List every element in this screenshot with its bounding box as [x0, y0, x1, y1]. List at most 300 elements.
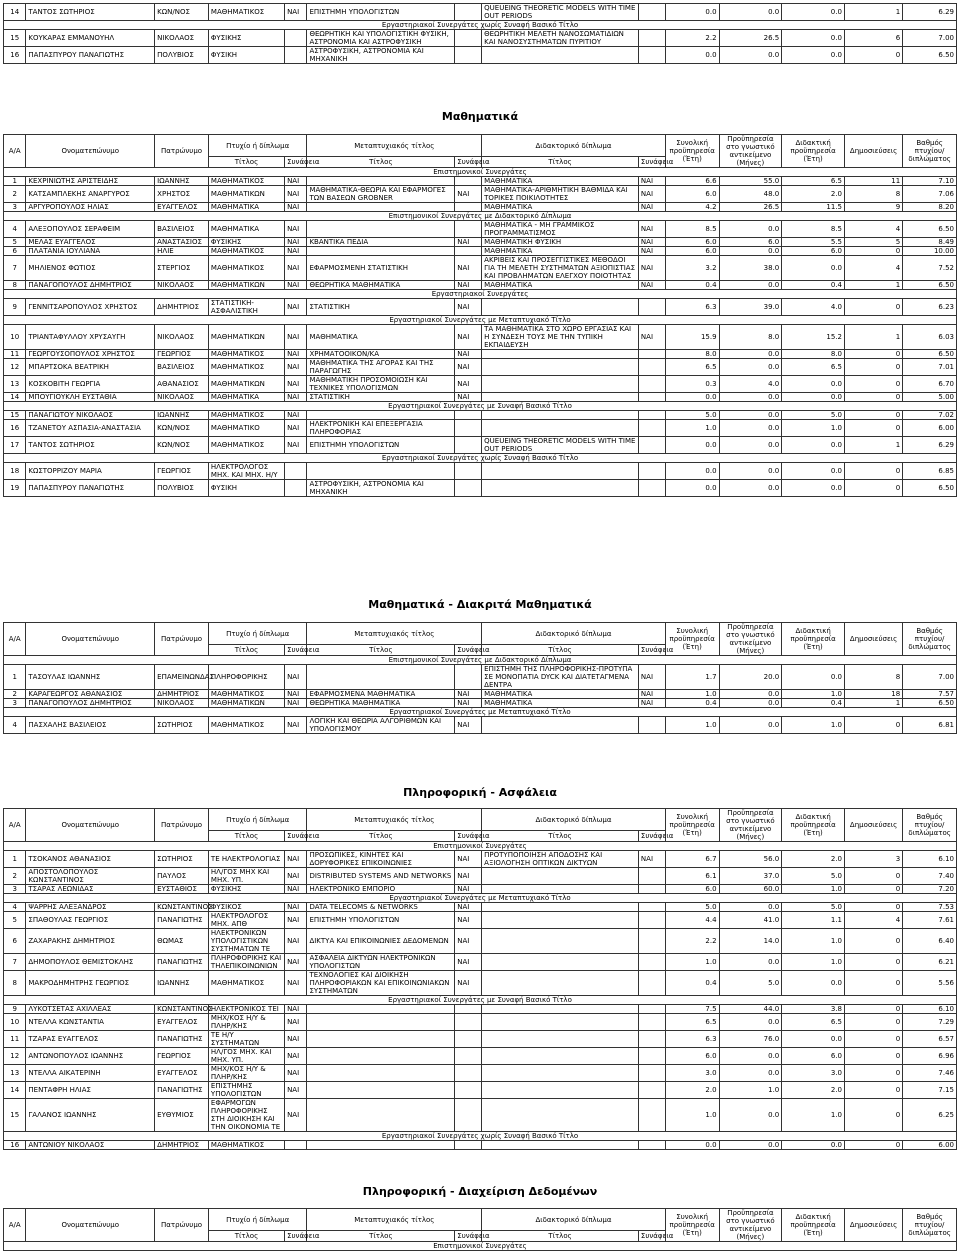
cell-subject-experience: 0.0 [719, 359, 782, 376]
top-continuation-table [3, 3, 957, 64]
cell-subject-experience: 0.0 [719, 411, 782, 420]
cell-total-experience: 0.0 [665, 437, 719, 454]
cell-aa: 2 [4, 868, 26, 885]
cell-aa: 19 [4, 480, 26, 497]
cell-degree-relevance: ΝΑΙ [285, 885, 307, 894]
cell-name: ΠΑΠΑΣΠΥΡΟΥ ΠΑΝΑΓΙΩΤΗΣ [26, 47, 155, 64]
cell-father: ΠΑΝΑΓΙΩΤΗΣ [155, 954, 209, 971]
table-row [4, 868, 957, 885]
cell-father: ΔΗΜΗΤΡΙΟΣ [155, 690, 209, 699]
cell-degree-relevance: ΝΑΙ [285, 1048, 307, 1065]
cell-masters-relevance: ΝΑΙ [455, 325, 482, 350]
cell-aa: 10 [4, 325, 26, 350]
cell-name: ΤΖΑΝΕΤΟΥ ΑΣΠΑΣΙΑ-ΑΝΑΣΤΑΣΙΑ [26, 420, 155, 437]
column-header-total: Συνολική προϋπηρεσία (Έτη) [665, 809, 719, 842]
cell-phd-title [482, 350, 639, 359]
cell-name: ΚΟΣΚΟΒΙΤΗ ΓΕΩΡΓΙΑ [26, 376, 155, 393]
table-row [4, 699, 957, 708]
cell-masters-relevance [455, 1141, 482, 1150]
table-row [4, 480, 957, 497]
cell-name: ΠΑΝΑΓΙΩΤΟΥ ΝΙΚΟΛΑΟΣ [26, 411, 155, 420]
group-header-row [4, 656, 957, 665]
cell-phd-title [482, 480, 639, 497]
cell-phd-title: QUEUEING THEORETIC MODELS WITH TIME OUT PERIODS [482, 4, 639, 21]
cell-masters-relevance: ΝΑΙ [455, 376, 482, 393]
cell-aa: 11 [4, 350, 26, 359]
group-header-row [4, 316, 957, 325]
cell-teaching-experience: 0.0 [782, 393, 845, 402]
cell-total-experience: 8.5 [665, 221, 719, 238]
cell-grade: 6.50 [903, 221, 957, 238]
cell-grade: 6.50 [903, 699, 957, 708]
cell-masters-relevance [455, 1099, 482, 1132]
column-header-subject: Προϋπηρεσία στο γνωστικό αντικείμενο (Μήνες) [719, 135, 782, 168]
cell-aa: 8 [4, 971, 26, 996]
cell-phd-relevance: ΝΑΙ [638, 851, 665, 868]
cell-degree-relevance: ΝΑΙ [285, 359, 307, 376]
cell-phd-relevance [638, 420, 665, 437]
cell-masters-title: ΕΦΑΡΜΟΣΜΕΝΑ ΜΑΘΗΜΑΤΙΚΑ [307, 690, 455, 699]
cell-masters-title: ΜΑΘΗΜΑΤΙΚΗ ΠΡΟΣΟΜΟΙΩΣΗ ΚΑΙ ΤΕΧΝΙΚΕΣ ΥΠΟΛΟΓΙΣΜΩΝ [307, 376, 455, 393]
group-header-row [4, 894, 957, 903]
column-header-total: Συνολική προϋπηρεσία (Έτη) [665, 623, 719, 656]
table-row [4, 1005, 957, 1014]
cell-masters-title [307, 1065, 455, 1082]
cell-phd-title: ΜΑΘΗΜΑΤΙΚΑ-ΑΡΙΘΜΗΤΙΚΗ ΒΑΘΜΙΔΑ ΚΑΙ ΤΟΡΙΚΕΣ ΠΟΙΚΙΛΟΤΗΤΕΣ [482, 186, 639, 203]
mathematics-section [3, 134, 957, 497]
cell-masters-relevance: ΝΑΙ [455, 393, 482, 402]
cell-masters-relevance: ΝΑΙ [455, 929, 482, 954]
cell-name: ΨΑΡΡΗΣ ΑΛΕΞΑΝΔΡΟΣ [26, 903, 155, 912]
column-header-titlos: Τίτλος [208, 1231, 284, 1242]
discrete-math-section [3, 622, 957, 734]
cell-aa: 14 [4, 4, 26, 21]
cell-phd-title [482, 1048, 639, 1065]
group-header-label: Επιστημονικοί Συνεργάτες [4, 168, 957, 177]
cell-father: ΠΟΛΥΒΙΟΣ [155, 47, 209, 64]
cell-degree: ΦΥΣΙΚΗΣ [208, 238, 284, 247]
cell-degree-relevance: ΝΑΙ [285, 1031, 307, 1048]
cell-father: ΕΥΣΤΑΘΙΟΣ [155, 885, 209, 894]
table-row [4, 350, 957, 359]
cell-grade: 7.20 [903, 885, 957, 894]
cell-name: ΤΣΟΚΑΝΟΣ ΑΘΑΝΑΣΙΟΣ [26, 851, 155, 868]
cell-subject-experience: 0.0 [719, 954, 782, 971]
cell-phd-relevance [638, 480, 665, 497]
cell-father: ΝΙΚΟΛΑΟΣ [155, 699, 209, 708]
cell-total-experience: 6.5 [665, 1014, 719, 1031]
cell-grade: 7.61 [903, 912, 957, 929]
cell-aa: 16 [4, 1141, 26, 1150]
cell-masters-relevance [455, 1065, 482, 1082]
cell-masters-relevance [455, 30, 482, 47]
cell-degree-relevance [285, 47, 307, 64]
cell-degree-relevance: ΝΑΙ [285, 437, 307, 454]
cell-phd-relevance [638, 393, 665, 402]
header-row [4, 623, 957, 645]
cell-phd-title: ΜΑΘΗΜΑΤΙΚΑ [482, 281, 639, 290]
cell-father: ΝΙΚΟΛΑΟΣ [155, 393, 209, 402]
cell-phd-title [482, 463, 639, 480]
column-header-father: Πατρώνυμο [155, 1209, 209, 1242]
cell-degree-relevance [285, 480, 307, 497]
table-row [4, 281, 957, 290]
column-header-pubs: Δημοσιεύσεις [844, 1209, 902, 1242]
cell-phd-title [482, 299, 639, 316]
column-header-metapt: Μεταπτυχιακός τίτλος [307, 623, 482, 645]
cell-masters-relevance: ΝΑΙ [455, 885, 482, 894]
table-row [4, 186, 957, 203]
cell-phd-relevance [638, 912, 665, 929]
cell-degree-relevance: ΝΑΙ [285, 851, 307, 868]
cell-total-experience: 1.0 [665, 954, 719, 971]
table-row [4, 851, 957, 868]
cell-aa: 2 [4, 186, 26, 203]
cell-phd-relevance [638, 411, 665, 420]
column-header-didakt: Διδακτορικό δίπλωμα [482, 623, 666, 645]
cell-name: ΠΕΝΤΑΦΡΗ ΗΛΙΑΣ [26, 1082, 155, 1099]
cell-grade: 6.29 [903, 437, 957, 454]
cell-total-experience: 6.0 [665, 885, 719, 894]
cell-father: ΕΥΑΓΓΕΛΟΣ [155, 203, 209, 212]
group-header-label: Επιστημονικοί Συνεργάτες με Διδακτορικό Δίπλωμα [4, 656, 957, 665]
cell-degree: ΠΛΗΡΟΦΟΡΙΚΗΣ ΚΑΙ ΤΗΛΕΠΙΚΟΙΝΩΝΙΩΝ [208, 954, 284, 971]
cell-phd-relevance [638, 463, 665, 480]
cell-father: ΒΑΣΙΛΕΙΟΣ [155, 359, 209, 376]
cell-degree-relevance: ΝΑΙ [285, 186, 307, 203]
header-row [4, 135, 957, 157]
column-header-grade: Βαθμός πτυχίου/ διπλώματος [903, 809, 957, 842]
cell-masters-title [307, 463, 455, 480]
cell-masters-relevance [455, 420, 482, 437]
cell-phd-title: ΜΑΘΗΜΑΤΙΚΑ [482, 177, 639, 186]
cell-publications: 1 [844, 437, 902, 454]
column-header-didakt: Διδακτορικό δίπλωμα [482, 809, 666, 831]
cell-aa: 3 [4, 885, 26, 894]
cell-aa: 13 [4, 1065, 26, 1082]
cell-masters-title: ΠΡΟΣΩΠΙΚΕΣ, ΚΙΝΗΤΕΣ ΚΑΙ ΔΟΡΥΦΟΡΙΚΕΣ ΕΠΙΚΟΙΝΩΝΙΕΣ [307, 851, 455, 868]
cell-degree-relevance: ΝΑΙ [285, 912, 307, 929]
column-header-titlos: Τίτλος [482, 1231, 639, 1242]
group-header-row [4, 402, 957, 411]
column-header-synafeia: Συνάφεια [285, 831, 307, 842]
cell-degree: ΜΑΘΗΜΑΤΙΚΟΣ [208, 690, 284, 699]
cell-grade: 6.96 [903, 1048, 957, 1065]
cell-subject-experience: 0.0 [719, 480, 782, 497]
continuation-table [3, 3, 957, 64]
cell-degree: ΜΑΘΗΜΑΤΙΚΟΣ [208, 177, 284, 186]
cell-phd-title [482, 717, 639, 734]
column-header-titlos: Τίτλος [482, 831, 639, 842]
group-header-row [4, 842, 957, 851]
cell-masters-title [307, 1005, 455, 1014]
column-header-synafeia: Συνάφεια [285, 1231, 307, 1242]
cell-publications: 4 [844, 256, 902, 281]
group-header-row [4, 708, 957, 717]
cell-masters-title: ΤΕΧΝΟΛΟΓΙΕΣ ΚΑΙ ΔΙΟΙΚΗΣΗ ΠΛΗΡΟΦΟΡΙΑΚΩΝ ΚΑΙ ΕΠΙΚΟΙΝΩΝΙΑΚΩΝ ΣΥΣΤΗΜΑΤΩΝ [307, 971, 455, 996]
cell-phd-relevance [638, 1048, 665, 1065]
cell-grade: 7.40 [903, 868, 957, 885]
table-row [4, 299, 957, 316]
cell-aa: 10 [4, 1014, 26, 1031]
column-header-metapt: Μεταπτυχιακός τίτλος [307, 135, 482, 157]
cell-degree: ΜΑΘΗΜΑΤΙΚΟ [208, 420, 284, 437]
cell-publications: 1 [844, 281, 902, 290]
table-row [4, 912, 957, 929]
cell-phd-title: ΜΑΘΗΜΑΤΙΚΑ [482, 203, 639, 212]
cell-aa: 12 [4, 359, 26, 376]
column-header-grade: Βαθμός πτυχίου/ διπλώματος [903, 1209, 957, 1242]
cell-masters-title: ΑΣΤΡΟΦΥΣΙΚΗ, ΑΣΤΡΟΝΟΜΙΑ ΚΑΙ ΜΗΧΑΝΙΚΗ [307, 480, 455, 497]
cell-phd-title [482, 1141, 639, 1150]
group-header-label: Εργαστηριακοί Συνεργάτες [4, 290, 957, 299]
cell-masters-title [307, 1014, 455, 1031]
cell-publications: 0 [844, 717, 902, 734]
cell-masters-title [307, 1031, 455, 1048]
cell-name: ΤΑΝΤΟΣ ΣΩΤΗΡΙΟΣ [26, 4, 155, 21]
cell-teaching-experience: 1.0 [782, 954, 845, 971]
cell-masters-title: DATA TELECOMS & NETWORKS [307, 903, 455, 912]
column-header-father: Πατρώνυμο [155, 135, 209, 168]
cell-subject-experience: 6.0 [719, 238, 782, 247]
cell-masters-relevance: ΝΑΙ [455, 690, 482, 699]
cell-publications: 0 [844, 420, 902, 437]
cell-total-experience: 0.4 [665, 971, 719, 996]
cell-masters-title: ΔΙΚΤΥΑ ΚΑΙ ΕΠΙΚΟΙΝΩΝΙΕΣ ΔΕΔΟΜΕΝΩΝ [307, 929, 455, 954]
cell-subject-experience: 0.0 [719, 281, 782, 290]
column-header-synafeia: Συνάφεια [638, 157, 665, 168]
cell-name: ΠΑΝΑΓΟΠΟΥΛΟΣ ΔΗΜΗΤΡΙΟΣ [26, 281, 155, 290]
column-header-aa: Α/Α [4, 623, 26, 656]
cell-total-experience: 6.0 [665, 247, 719, 256]
cell-phd-relevance [638, 903, 665, 912]
cell-total-experience: 15.9 [665, 325, 719, 350]
table-row [4, 238, 957, 247]
cell-grade: 10.00 [903, 247, 957, 256]
cell-father: ΣΤΕΡΓΙΟΣ [155, 256, 209, 281]
cell-degree: ΗΛ/ΓΟΣ ΜΗΧ. ΚΑΙ ΜΗΧ. ΥΠ. [208, 1048, 284, 1065]
cell-degree-relevance: ΝΑΙ [285, 699, 307, 708]
cell-father: ΠΟΛΥΒΙΟΣ [155, 480, 209, 497]
cell-father: ΣΩΤΗΡΙΟΣ [155, 717, 209, 734]
cell-degree: ΕΦΑΡΜΟΓΩΝ ΠΛΗΡΟΦΟΡΙΚΗΣ ΣΤΗ ΔΙΟΙΚΗΣΗ ΚΑΙ ΤΗΝ ΟΙΚΟΝΟΜΙΑ ΤΕ [208, 1099, 284, 1132]
cell-aa: 7 [4, 954, 26, 971]
cell-father: ΚΩΝΣΤΑΝΤΙΝΟΣ [155, 903, 209, 912]
cell-publications: 6 [844, 30, 902, 47]
cell-teaching-experience: 6.5 [782, 359, 845, 376]
cell-masters-relevance [455, 480, 482, 497]
cell-subject-experience: 0.0 [719, 690, 782, 699]
column-header-pubs: Δημοσιεύσεις [844, 623, 902, 656]
cell-degree: ΜΗΧ/ΚΟΣ Η/Υ & ΠΛΗΡ/ΚΗΣ [208, 1014, 284, 1031]
section-title-mathematics: Μαθηματικά [441, 110, 519, 123]
cell-name: ΤΑΣΟΥΛΑΣ ΙΩΑΝΝΗΣ [26, 665, 155, 690]
cell-aa: 16 [4, 420, 26, 437]
discrete-math-table [3, 622, 957, 734]
cell-degree-relevance: ΝΑΙ [285, 221, 307, 238]
cell-subject-experience: 8.0 [719, 325, 782, 350]
cell-total-experience: 3.2 [665, 256, 719, 281]
cell-teaching-experience: 0.0 [782, 463, 845, 480]
cell-publications: 0 [844, 954, 902, 971]
cell-degree: ΜΑΘΗΜΑΤΙΚΟΣ [208, 247, 284, 256]
cell-masters-relevance [455, 1082, 482, 1099]
cell-grade: 6.00 [903, 420, 957, 437]
table-row [4, 1082, 957, 1099]
group-header-label: Εργαστηριακοί Συνεργάτες χωρίς Συναφή Βασικό Τίτλο [4, 21, 957, 30]
cell-degree-relevance [285, 463, 307, 480]
cell-subject-experience: 0.0 [719, 393, 782, 402]
cell-teaching-experience: 0.0 [782, 256, 845, 281]
cell-publications: 0 [844, 350, 902, 359]
column-header-ptyxio: Πτυχίο ή δίπλωμα [208, 1209, 307, 1231]
cell-masters-relevance: ΝΑΙ [455, 903, 482, 912]
cell-teaching-experience: 0.4 [782, 281, 845, 290]
cell-total-experience: 1.7 [665, 665, 719, 690]
cell-teaching-experience: 3.8 [782, 1005, 845, 1014]
cell-total-experience: 1.0 [665, 690, 719, 699]
cell-degree-relevance: ΝΑΙ [285, 393, 307, 402]
cell-publications: 18 [844, 690, 902, 699]
cell-phd-title: ΑΚΡΙΒΕΙΣ ΚΑΙ ΠΡΟΣΕΓΓΙΣΤΙΚΕΣ ΜΕΘΟΔΟΙ ΓΙΑ ΤΗ ΜΕΛΕΤΗ ΣΥΣΤΗΜΑΤΩΝ ΑΞΙΟΠΙΣΤΙΑΣ ΚΑΙ ΠΡΟΒΛΗΜΑΤΩΝ ΕΛΕΓΧΟΥ ΠΟΙΟΤΗΤΑΣ [482, 256, 639, 281]
section-title-discrete-math: Μαθηματικά - Διακριτά Μαθηματικά [368, 598, 592, 611]
table-row [4, 411, 957, 420]
cell-masters-title: ΜΑΘΗΜΑΤΙΚΑ ΤΗΣ ΑΓΟΡΑΣ ΚΑΙ ΤΗΣ ΠΑΡΑΓΩΓΗΣ [307, 359, 455, 376]
cell-phd-relevance [638, 717, 665, 734]
cell-phd-title [482, 1005, 639, 1014]
cell-phd-relevance [638, 1031, 665, 1048]
cell-father: ΝΙΚΟΛΑΟΣ [155, 281, 209, 290]
table-row [4, 325, 957, 350]
section-title-data-management: Πληροφορική - Διαχείριση Δεδομένων [362, 1185, 598, 1198]
cell-masters-relevance [455, 1048, 482, 1065]
cell-degree-relevance: ΝΑΙ [285, 690, 307, 699]
cell-masters-title: ΕΠΙΣΤΗΜΗ ΥΠΟΛΟΓΙΣΤΩΝ [307, 912, 455, 929]
cell-degree-relevance: ΝΑΙ [285, 1014, 307, 1031]
cell-publications: 4 [844, 221, 902, 238]
cell-publications: 0 [844, 929, 902, 954]
cell-aa: 12 [4, 1048, 26, 1065]
cell-teaching-experience: 2.0 [782, 1082, 845, 1099]
cell-total-experience: 2.2 [665, 929, 719, 954]
cell-phd-title: ΜΑΘΗΜΑΤΙΚΗ ΦΥΣΙΚΗ [482, 238, 639, 247]
column-header-synafeia: Συνάφεια [285, 645, 307, 656]
cell-phd-relevance: ΝΑΙ [638, 247, 665, 256]
cell-phd-title: ΤΑ ΜΑΘΗΜΑΤΙΚΑ ΣΤΟ ΧΩΡΟ ΕΡΓΑΣΙΑΣ ΚΑΙ Η ΣΥΝΔΕΣΗ ΤΟΥΣ ΜΕ ΤΗΝ ΤΥΠΙΚΗ ΕΚΠΑΙΔΕΥΣΗ [482, 325, 639, 350]
cell-total-experience: 5.0 [665, 411, 719, 420]
cell-subject-experience: 0.0 [719, 1099, 782, 1132]
cell-subject-experience: 4.0 [719, 376, 782, 393]
cell-teaching-experience: 0.0 [782, 47, 845, 64]
cell-publications: 4 [844, 912, 902, 929]
cell-masters-title: ΘΕΩΡΗΤΙΚΑ ΜΑΘΗΜΑΤΙΚΑ [307, 699, 455, 708]
table-row [4, 1065, 957, 1082]
cell-masters-relevance [455, 4, 482, 21]
cell-publications: 0 [844, 903, 902, 912]
cell-phd-title [482, 393, 639, 402]
cell-masters-relevance [455, 221, 482, 238]
cell-father: ΑΘΑΝΑΣΙΟΣ [155, 376, 209, 393]
cell-total-experience: 6.0 [665, 238, 719, 247]
cell-teaching-experience: 6.0 [782, 1048, 845, 1065]
cell-degree-relevance: ΝΑΙ [285, 1065, 307, 1082]
column-header-name: Ονοματεπώνυμο [26, 1209, 155, 1242]
cell-aa: 5 [4, 912, 26, 929]
cell-degree: ΜΑΘΗΜΑΤΙΚΟΣ [208, 350, 284, 359]
column-header-grade: Βαθμός πτυχίου/ διπλώματος [903, 135, 957, 168]
cell-name: ΔΗΜΟΠΟΥΛΟΣ ΘΕΜΙΣΤΟΚΛΗΣ [26, 954, 155, 971]
cell-aa: 4 [4, 903, 26, 912]
cell-name: ΜΕΛΑΣ ΕΥΑΓΓΕΛΟΣ [26, 238, 155, 247]
cell-masters-title: ΜΑΘΗΜΑΤΙΚΑ [307, 325, 455, 350]
cell-publications: 0 [844, 1082, 902, 1099]
column-header-titlos: Τίτλος [482, 645, 639, 656]
cell-teaching-experience: 3.0 [782, 1065, 845, 1082]
cell-aa: 9 [4, 1005, 26, 1014]
table-row [4, 1099, 957, 1132]
cell-phd-relevance: ΝΑΙ [638, 256, 665, 281]
column-header-synafeia: Συνάφεια [455, 157, 482, 168]
cell-degree-relevance: ΝΑΙ [285, 1005, 307, 1014]
cell-phd-title [482, 1065, 639, 1082]
cell-grade: 6.23 [903, 299, 957, 316]
cell-degree-relevance: ΝΑΙ [285, 4, 307, 21]
cell-total-experience: 6.3 [665, 1031, 719, 1048]
cell-phd-relevance: ΝΑΙ [638, 186, 665, 203]
column-header-grade: Βαθμός πτυχίου/ διπλώματος [903, 623, 957, 656]
table-row [4, 929, 957, 954]
cell-aa: 3 [4, 203, 26, 212]
cell-aa: 6 [4, 247, 26, 256]
cell-aa: 15 [4, 30, 26, 47]
cell-total-experience: 4.4 [665, 912, 719, 929]
cell-publications: 0 [844, 480, 902, 497]
cell-teaching-experience: 1.1 [782, 912, 845, 929]
cell-degree: ΕΠΙΣΤΗΜΗΣ ΥΠΟΛΟΓΙΣΤΩΝ [208, 1082, 284, 1099]
cell-father: ΠΑΝΑΓΙΩΤΗΣ [155, 1031, 209, 1048]
cell-phd-title [482, 903, 639, 912]
cell-teaching-experience: 2.0 [782, 186, 845, 203]
cell-aa: 8 [4, 281, 26, 290]
cell-phd-relevance: ΝΑΙ [638, 238, 665, 247]
cell-degree-relevance: ΝΑΙ [285, 350, 307, 359]
cell-phd-title: ΜΑΘΗΜΑΤΙΚΑ - ΜΗ ΓΡΑΜΜΙΚΟΣ ΠΡΟΓΡΑΜΜΑΤΙΣΜΟΣ [482, 221, 639, 238]
group-header-label: Εργαστηριακοί Συνεργάτες με Συναφή Βασικό Τίτλο [4, 402, 957, 411]
column-header-synafeia: Συνάφεια [638, 645, 665, 656]
cell-masters-title: ΑΣΦΑΛΕΙΑ ΔΙΚΤΥΩΝ ΗΛΕΚΤΡΟΝΙΚΩΝ ΥΠΟΛΟΓΙΣΤΩΝ [307, 954, 455, 971]
group-header-label: Επιστημονικοί Συνεργάτες με Διδακτορικό Δίπλωμα [4, 212, 957, 221]
column-header-total: Συνολική προϋπηρεσία (Έτη) [665, 135, 719, 168]
table-row [4, 437, 957, 454]
cell-aa: 4 [4, 717, 26, 734]
cell-phd-relevance: ΝΑΙ [638, 221, 665, 238]
section-title-security: Πληροφορική - Ασφάλεια [403, 786, 557, 799]
column-header-subject: Προϋπηρεσία στο γνωστικό αντικείμενο (Μήνες) [719, 1209, 782, 1242]
cell-father: ΕΥΑΓΓΕΛΟΣ [155, 1065, 209, 1082]
cell-publications: 0 [844, 885, 902, 894]
column-header-subject: Προϋπηρεσία στο γνωστικό αντικείμενο (Μήνες) [719, 623, 782, 656]
cell-degree-relevance: ΝΑΙ [285, 1099, 307, 1132]
cell-father: ΚΩΝ/ΝΟΣ [155, 437, 209, 454]
cell-total-experience: 0.0 [665, 463, 719, 480]
cell-masters-title: DISTRIBUTED SYSTEMS AND NETWORKS [307, 868, 455, 885]
cell-grade: 7.15 [903, 1082, 957, 1099]
cell-teaching-experience: 5.0 [782, 868, 845, 885]
cell-subject-experience: 60.0 [719, 885, 782, 894]
cell-grade: 6.25 [903, 1099, 957, 1132]
cell-masters-title: ΘΕΩΡΗΤΙΚΗ ΚΑΙ ΥΠΟΛΟΓΙΣΤΙΚΗ ΦΥΣΙΚΗ, ΑΣΤΡΟΝΟΜΙΑ ΚΑΙ ΑΣΤΡΟΦΥΣΙΚΗ [307, 30, 455, 47]
cell-name: ΚΕΧΡΙΝΙΩΤΗΣ ΑΡΙΣΤΕΙΔΗΣ [26, 177, 155, 186]
